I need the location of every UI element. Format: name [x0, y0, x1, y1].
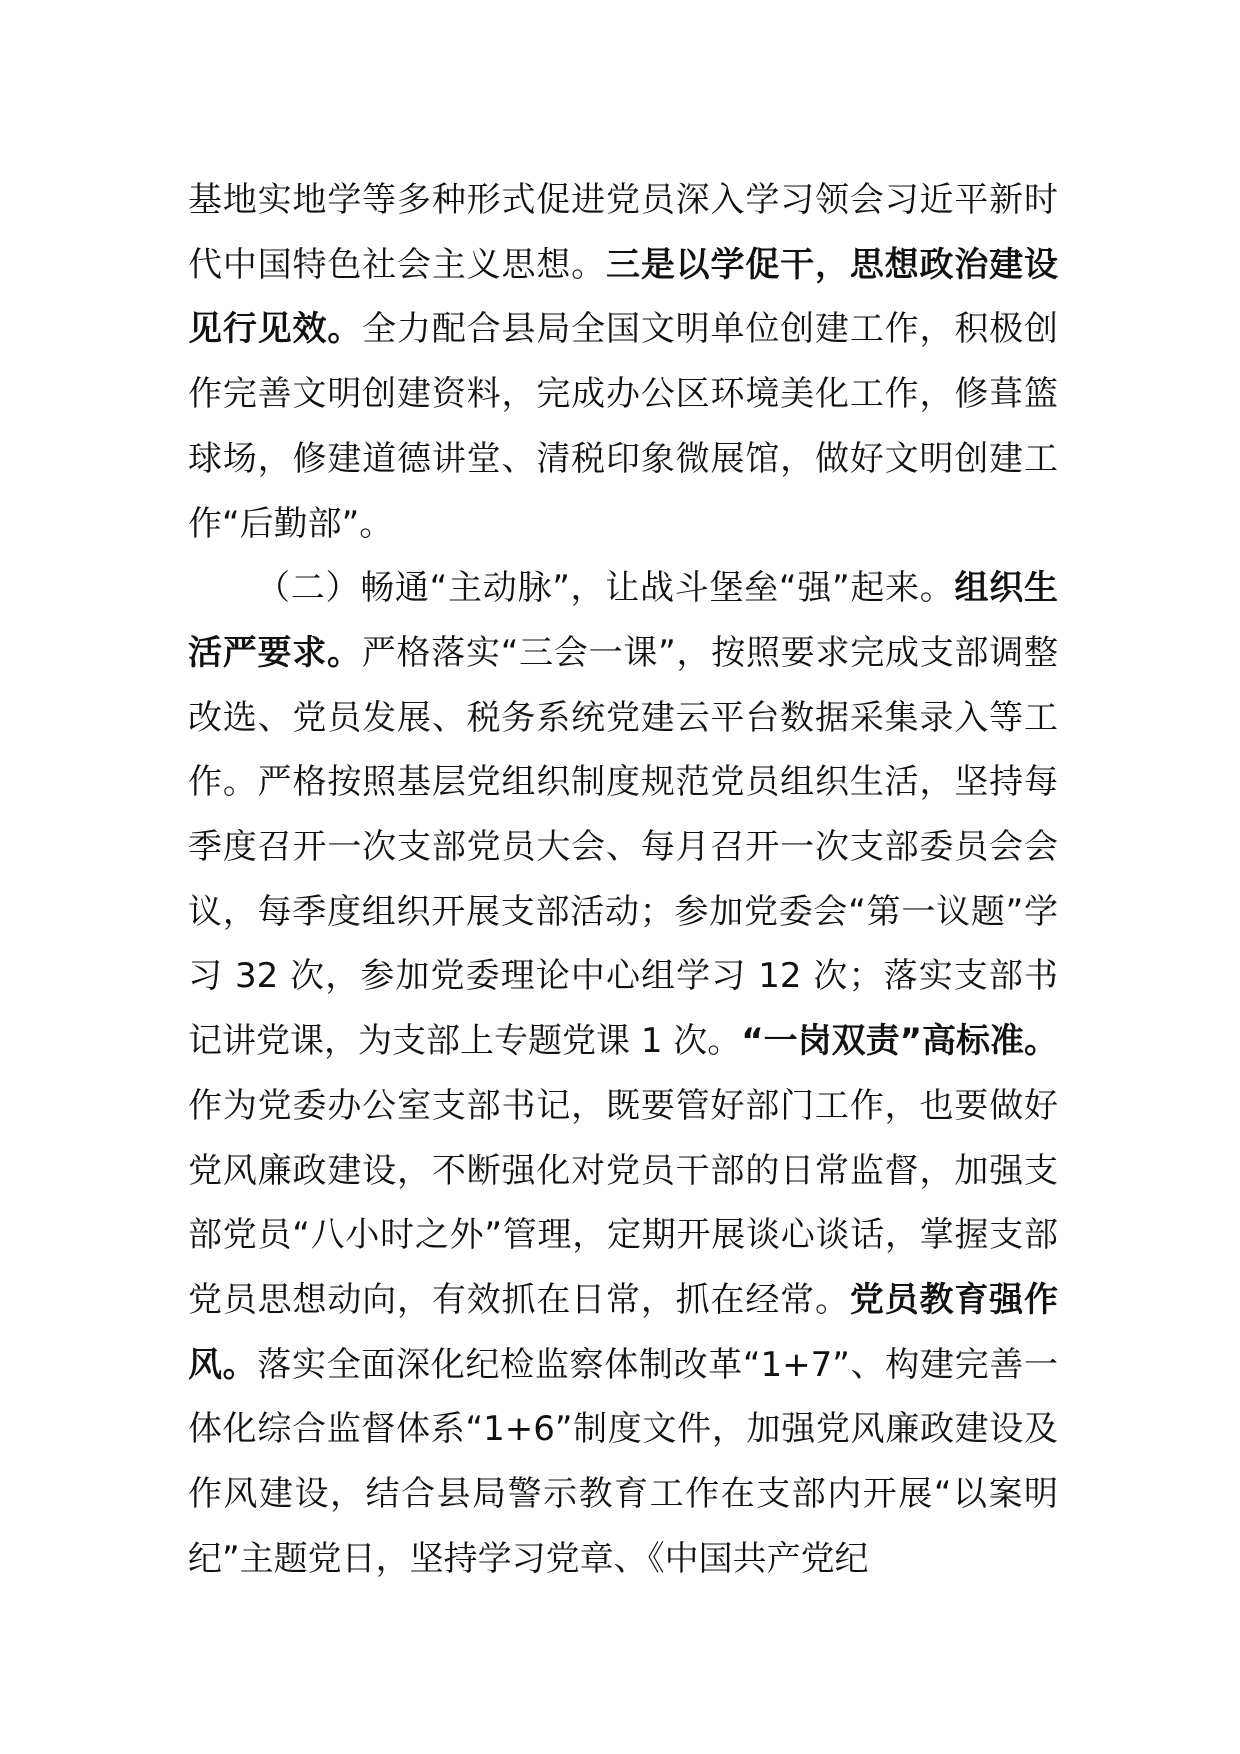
- section-heading-two: （二）畅通“主动脉”，让战斗堡垒“强”起来。: [256, 568, 955, 609]
- document-body: [188, 168, 1058, 1591]
- paragraph-1: [188, 168, 1058, 556]
- paragraph-1-heading-three: 三是以学促干，思想政治建设见行见效。: [188, 244, 1058, 350]
- subheading-organization-life: 组织生活严要求。: [188, 568, 1058, 673]
- paragraph-2: [188, 556, 1058, 1591]
- subheading-one-post-two-duties: “一岗双责”高标准。: [741, 1021, 1058, 1062]
- paragraph-2-run-5: 作为党委办公室支部书记，既要管好部门工作，也要做好党风廉政建设，不断强化对党员干部的日常监督，加强支部党员“八小时之外”管理，定期开展谈心谈话，掌握支部党员思想动向，有效抓在日常，抓在经常。: [188, 1085, 1058, 1320]
- paragraph-2-run-7: 落实全面深化纪检监察体制改革“1+7”、构建完善一体化综合监督体系“1+6”制度文件，加强党风廉政建设及作风建设，结合县局警示教育工作在支部内开展“以案明纪”主题党日，坚持学习党章、《中国共产党纪: [188, 1344, 1059, 1579]
- paragraph-1-run-1: 基地实地学等多种形式促进党员深入学习领会习近平新时代中国特色社会主义思想。: [188, 180, 1058, 285]
- paragraph-2-run-3: 严格落实“三会一课”，按照要求完成支部调整改选、党员发展、税务系统党建云平台数据采集录入等工作。严格按照基层党组织制度规范党员组织生活，坚持每季度召开一次支部党员大会、每月召开一次支部委员会会议，每季度组织开展支部活动；参加党委会“第一议题”学习 32 次，参加党委理论中心组学习 12 次；落实支部书记讲党课，为支部上专题党课 1 次。: [188, 632, 1059, 1062]
- paragraph-1-run-3: 全力配合县局全国文明单位创建工作，积极创作完善文明创建资料，完成办公区环境美化工作，修葺篮球场，修建道德讲堂、清税印象微展馆，做好文明创建工作“后勤部”。: [188, 309, 1059, 544]
- subheading-party-member-education: 党员教育强作风。: [188, 1279, 1059, 1385]
